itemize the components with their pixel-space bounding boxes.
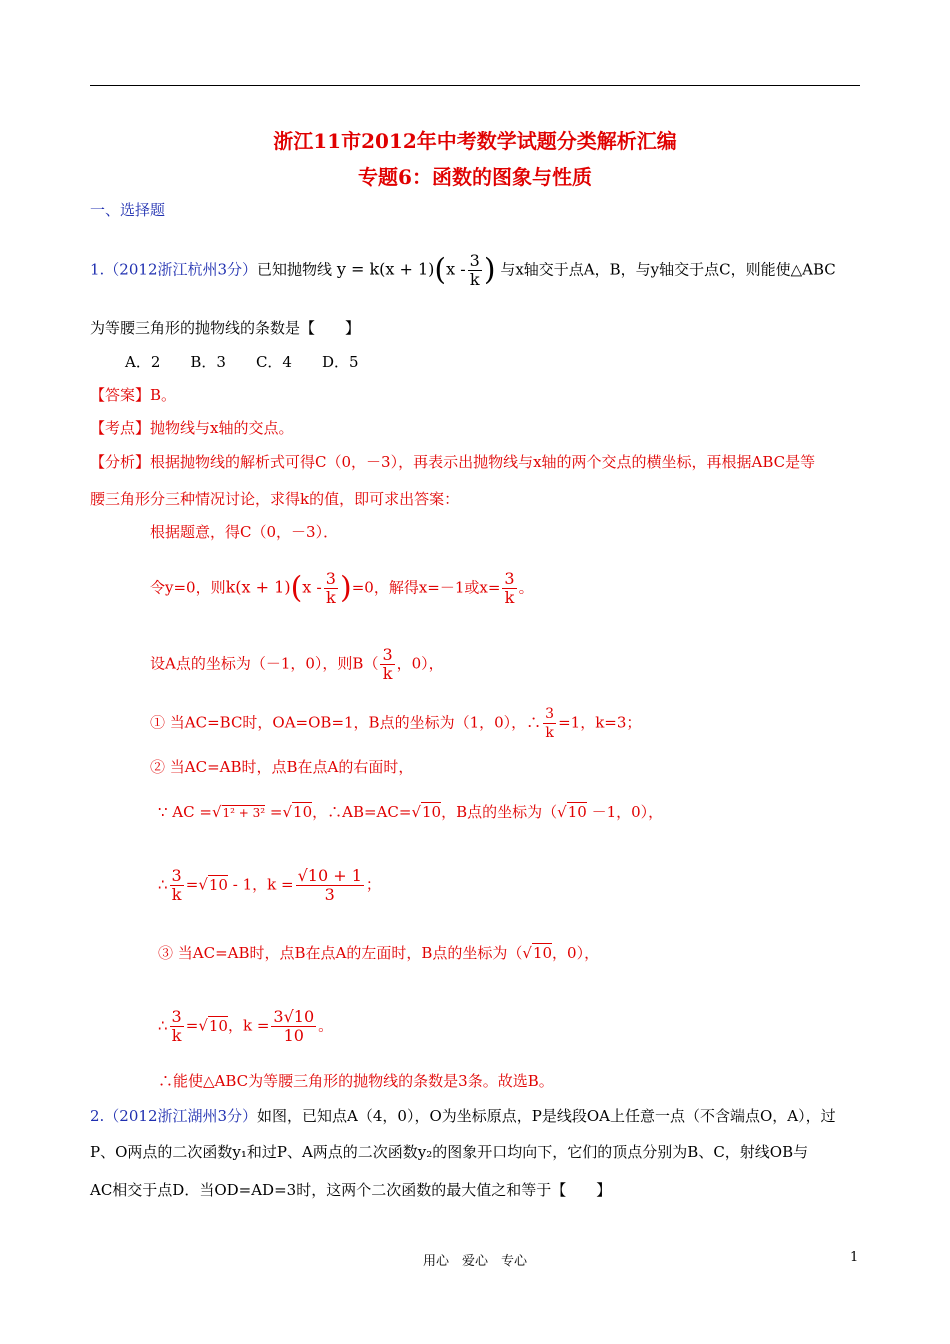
q1-stem-a: 已知抛物线 bbox=[257, 260, 333, 279]
q1-step-9: ∴ $\frac{3}{k}$ =√10，k = $\frac{3√10}{10}$ 。 bbox=[158, 1007, 334, 1045]
q1-eq-left: y = k(x + 1) bbox=[336, 259, 435, 279]
q1-source: 1.（2012浙江杭州3分） bbox=[90, 260, 258, 279]
q1-step-5: ② 当AC=AB时，点B在点A的右面时， bbox=[150, 758, 414, 776]
page-subtitle: 专题6：函数的图象与性质 bbox=[358, 165, 592, 189]
q1-options: A．2 B．3 C．4 D．5 bbox=[125, 353, 359, 371]
q1-analysis-2: 腰三角形分三种情况讨论，求得k的值，即可求出答案： bbox=[90, 490, 460, 508]
q2-line3: AC相交于点D．当OD=AD=3时，这两个二次函数的最大值之和等于【 】 bbox=[90, 1181, 612, 1199]
q2-source: 2.（2012浙江湖州3分） bbox=[90, 1107, 258, 1125]
q2-line2: P、O两点的二次函数y₁和过P、A两点的二次函数y₂的图象开口均向下，它们的顶点分别为B、C，射线OB与 bbox=[90, 1143, 809, 1161]
q1-step-8: ③ 当AC=AB时，点B在点A的左面时，B点的坐标为（√10，0）， bbox=[158, 944, 600, 962]
q1-kaodian: 【考点】抛物线与x轴的交点。 bbox=[90, 419, 294, 437]
q1-stem-b: 与x轴交于点A，B，与y轴交于点C，则能使△ABC bbox=[500, 260, 836, 279]
q1-eq-fraction: $\frac{3}{k}$ bbox=[469, 251, 480, 289]
q1-step-4: ① 当AC=BC时，OA=OB=1，B点的坐标为（1，0），∴ $\frac{3}{k}$ =1，k=3； bbox=[150, 706, 642, 741]
q1-answer: 【答案】B。 bbox=[90, 386, 177, 404]
q1-stem-line2: 为等腰三角形的抛物线的条数是【 】 bbox=[90, 319, 361, 337]
q1-step-7: ∴ $\frac{3}{k}$ =√10 - 1，k = $\frac{√10 + 1}{3}$ ； bbox=[158, 866, 381, 904]
q1-step-1: 根据题意，得C（0，－3）． bbox=[150, 523, 339, 541]
header-rule bbox=[90, 85, 860, 86]
page-footer: 用心 爱心 专心 bbox=[422, 1254, 527, 1269]
page-title: 浙江11市2012年中考数学试题分类解析汇编 bbox=[273, 129, 677, 153]
section-heading: 一、选择题 bbox=[90, 201, 166, 219]
q1-eq-paren: x - bbox=[446, 259, 466, 279]
page-number: 1 bbox=[850, 1250, 859, 1265]
q1-step-6: ∵ AC =√1² + 3² =√10，∴AB=AC=√10，B点的坐标为（√10 －1，0）， bbox=[158, 803, 664, 821]
q1-step-3: 设A点的坐标为（－1，0），则B（ $\frac{3}{k}$ ，0）， bbox=[150, 645, 444, 683]
q1-step-10: ∴能使△ABC为等腰三角形的抛物线的条数是3条。故选B。 bbox=[158, 1072, 554, 1090]
q1-analysis-1: 【分析】根据抛物线的解析式可得C（0，－3），再表示出抛物线与x轴的两个交点的横坐标，再根据ABC是等 bbox=[90, 453, 816, 471]
q1-step-2: 令y=0，则k(x + 1)(x - $\frac{3}{k}$ )=0，解得x=－1或x= $\frac{3}{k}$ 。 bbox=[150, 569, 534, 607]
q1-stem-line1: 1.（2012浙江杭州3分）已知抛物线 y = k(x + 1)(x - $\frac{3}{k}$ ) 与x轴交于点A，B，与y轴交于点C，则能使△ABC bbox=[90, 251, 836, 289]
q2-line1: 2.（2012浙江湖州3分）如图，已知点A（4，0），O为坐标原点，P是线段OA上任意一点（不含端点O，A），过 bbox=[90, 1107, 836, 1125]
